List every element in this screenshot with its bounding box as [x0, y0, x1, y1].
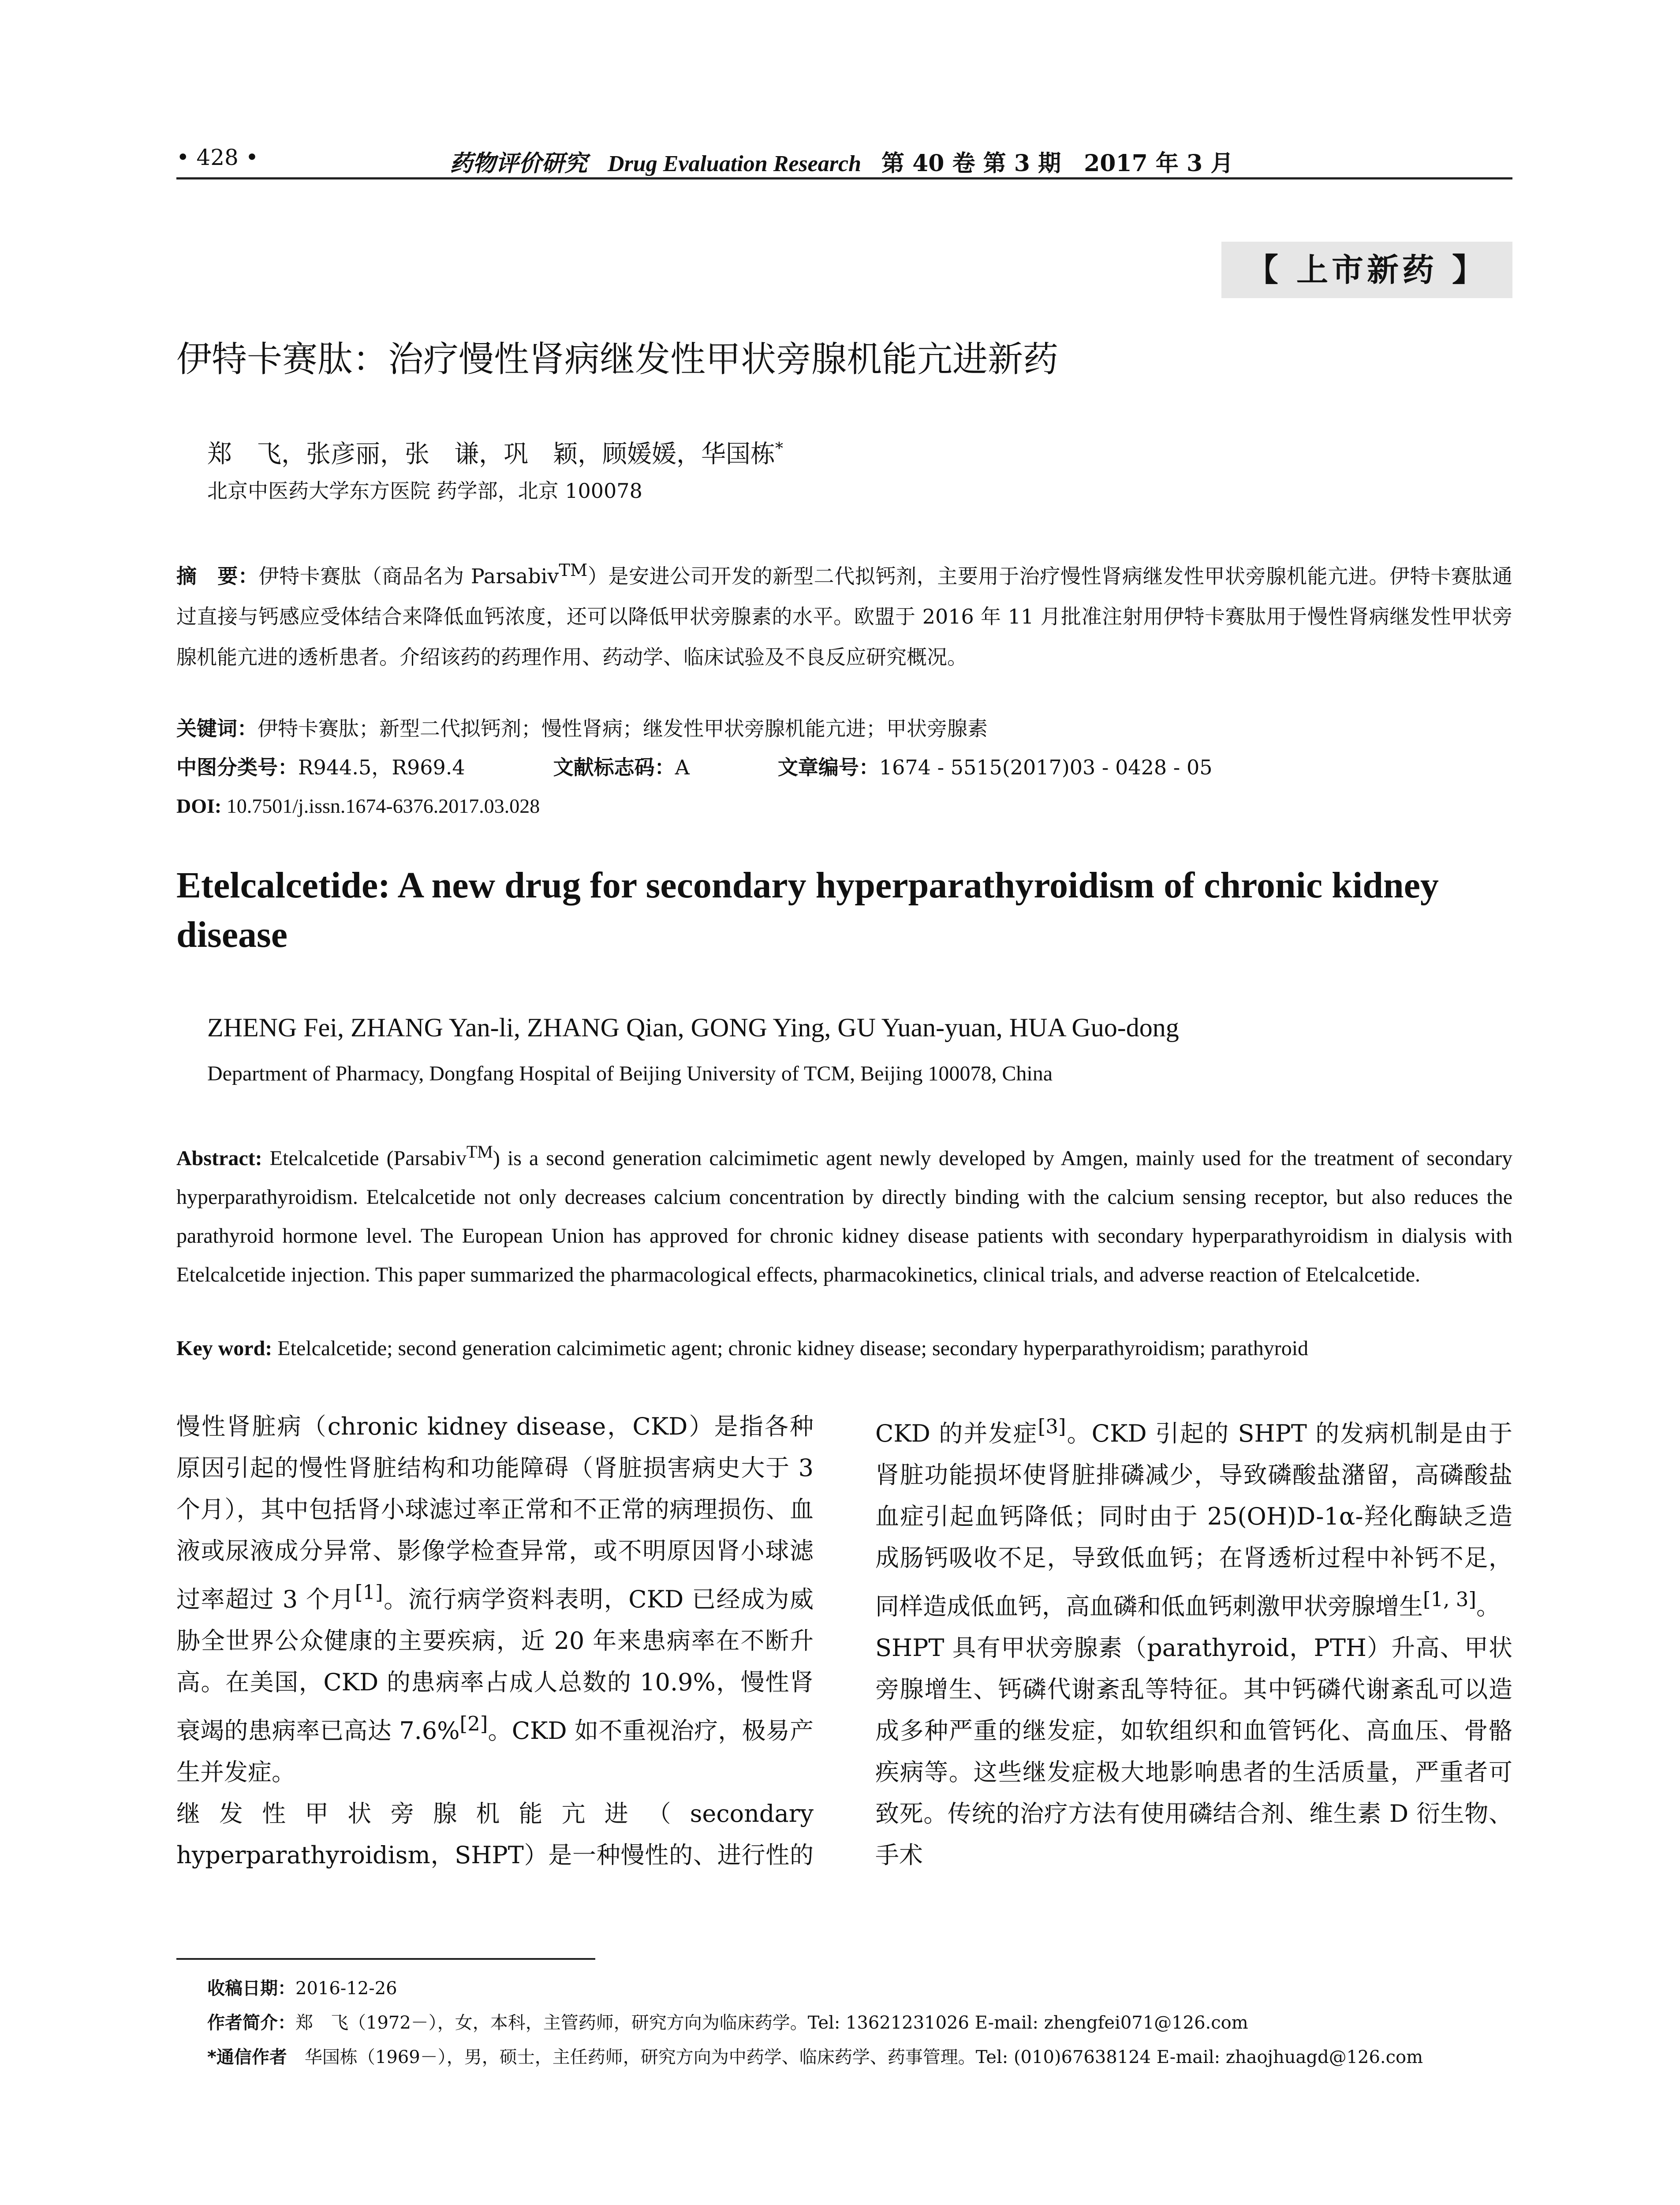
journal-date: 2017 年 3 月 [1084, 150, 1234, 177]
cn-title: 伊特卡赛肽：治疗慢性肾病继发性甲状旁腺机能亢进新药 [176, 339, 1058, 380]
footnote-corresponding [207, 2040, 1512, 2074]
trademark-sup: TM [559, 561, 588, 580]
corr-info: 华国栋（1969－），男，硕士，主任药师，研究方向为中药学、临床药学、药事管理。Tel: (010)67638124 E-mail: zhaojhuagd@126.com [287, 2047, 1423, 2067]
cn-abstract [176, 550, 1512, 677]
journal-name-en: Drug Evaluation Research [608, 151, 861, 176]
header-rule [176, 177, 1512, 179]
cn-authors [207, 431, 783, 472]
journal-line [450, 145, 1233, 178]
body-paragraph-3: SHPT 具有甲状旁腺素（parathyroid，PTH）升高、甲状旁腺增生、钙磷代谢紊乱等特征。其中钙磷代谢紊乱可以造成多种严重的继发症，如软组织和血管钙化、高血压、骨骼疾病等。这些继发症极大地影响患者的生活质量，严重者可致死。传统的治疗方法有使用磷结合剂、维生素 D 衍生物、手术 [875, 1634, 1512, 1869]
p2-text-a: 继发性甲状旁腺机能亢进（secondary hyperparathyroidism，SHPT）是一种慢性的、进行性的 CKD 的并发症 [176, 1420, 1038, 1869]
author-info: 郑 飞（1972－），女，本科，主管药师，研究方向为临床药学。Tel: 13621231026 E-mail: zhengfei071@126.com [295, 2013, 1248, 2033]
doi-line [176, 789, 540, 824]
ref-3[interactable]: [3] [1038, 1415, 1066, 1438]
en-keywords-text: Etelcalcetide; second generation calcimimetic agent; chronic kidney disease; secondary hyperparathyroidism; parathyroid [272, 1337, 1309, 1360]
cn-keywords-text: 伊特卡赛肽；新型二代拟钙剂；慢性肾病；继发性甲状旁腺机能亢进；甲状旁腺素 [258, 717, 988, 740]
journal-issue: 第 40 卷 第 3 期 [881, 150, 1061, 177]
doccode-label: 文献标志码： [553, 755, 675, 779]
footnote-received [207, 1971, 1512, 2006]
cn-abstract-text: ）是安进公司开发的新型二代拟钙剂，主要用于治疗慢性肾病继发性甲状旁腺机能亢进。伊特卡赛肽通过直接与钙感应受体结合来降低血钙浓度，还可以降低甲状旁腺素的水平。欧盟于 2016 年 11 月批准注射用伊特卡赛肽用于慢性肾病继发性甲状旁腺机能亢进的透析患者。介绍该药的药理作用、药动学、临床试验及不良反应研究概况。 [176, 564, 1513, 669]
author-label: 作者简介： [207, 2013, 295, 2033]
received-date: 2016-12-26 [295, 1978, 397, 1999]
en-affiliation: Department of Pharmacy, Dongfang Hospital of Beijing University of TCM, Beijing 100078, China [207, 1062, 1053, 1085]
received-label: 收稿日期： [207, 1978, 295, 1999]
p2-text-b: 。CKD 引起的 SHPT 的发病机制是由于肾脏功能损坏使肾脏排磷减少，导致磷酸盐潴留，高磷酸盐血症引起血钙降低；同时由于 25(OH)D-1α-羟化酶缺乏造成肠钙吸收不足，导致低血钙；在肾透析过程中补钙不足，同样造成低血钙，高血磷和低血钙刺激甲状旁腺增生 [875, 1420, 1512, 1620]
en-title: Etelcalcetide: A new drug for secondary hyperparathyroidism of chronic kidney disease [176, 865, 1439, 955]
cn-keywords-label: 关键词： [176, 717, 258, 740]
en-keywords [176, 1331, 1512, 1366]
en-keywords-label: Key word: [176, 1337, 273, 1360]
page-number: • 428 • [176, 145, 259, 170]
article-label: 文章编号： [777, 755, 879, 779]
article-value: 1674 - 5515(2017)03 - 0428 - 05 [879, 755, 1213, 779]
ref-1[interactable]: [1] [355, 1581, 383, 1604]
body-text [176, 1406, 1512, 1923]
journal-logo: 药物评价研究 [450, 150, 588, 177]
cn-abstract-label: 摘 要： [176, 564, 259, 588]
footnotes [207, 1971, 1512, 2074]
cn-author-list: 郑 飞，张彦丽，张 谦，巩 颖，顾媛媛，华国栋 [207, 440, 775, 469]
corr-label: *通信作者 [207, 2047, 287, 2067]
cn-abstract-pre: 伊特卡赛肽（商品名为 Parsabiv [258, 564, 559, 588]
en-abstract-label: Abstract: [176, 1147, 262, 1170]
footnote-rule [176, 1958, 595, 1960]
cn-affiliation: 北京中医药大学东方医院 药学部，北京 100078 [207, 479, 642, 503]
en-abstract-pre: Etelcalcetide (Parsabiv [262, 1147, 467, 1170]
doi-link[interactable]: 10.7501/j.issn.1674-6376.2017.03.028 [226, 795, 540, 817]
corresponding-mark: * [775, 440, 783, 458]
ref-1-3[interactable]: [1, 3] [1423, 1588, 1476, 1611]
ref-2[interactable]: [2] [459, 1712, 488, 1735]
running-header [176, 140, 1512, 176]
clc-value: R944.5，R969.4 [298, 755, 465, 779]
en-abstract [176, 1132, 1512, 1294]
en-trademark-sup: TM [466, 1142, 493, 1162]
body-paragraph-1 [176, 1406, 814, 1793]
en-abstract-text: ) is a second generation calcimimetic agent newly developed by Amgen, mainly used for the treatment of secondary hyperparathyroidism. Etelcalcetide not only decreases calcium concentration by directly binding with the calcium sensing receptor, but also reduces the parathyroid hormone level. The European Union has approved for chronic kidney disease patients with secondary hyperparathyroidism in dialysis with Etelcalcetide injection. This paper summarized the pharmacological effects, pharmacokinetics, clinical trials, and adverse reaction of Etelcalcetide. [176, 1147, 1512, 1286]
en-authors: ZHENG Fei, ZHANG Yan-li, ZHANG Qian, GONG Ying, GU Yuan-yuan, HUA Guo-dong [207, 1013, 1179, 1042]
doccode-value: A [675, 755, 690, 779]
doi-label: DOI: [176, 795, 227, 817]
p1-text-a: 慢性肾脏病（chronic kidney disease，CKD）是指各种原因引起的慢性肾脏结构和功能障碍（肾脏损害病史大于 3 个月），其中包括肾小球滤过率正常和不正常的病理损伤、血液或尿液成分异常、影像学检查异常，或不明原因肾小球滤过率超过 3 个月 [176, 1413, 814, 1613]
p1-text-b: 。流行病学资料表明，CKD 已经成为威胁全世界公众健康的主要疾病，近 20 年来患病率在不断升高。在美国，CKD 的患病率占成人总数的 10.9%，慢性肾衰竭的患病率已高达 7.6% [176, 1585, 814, 1745]
footnote-author [207, 2006, 1512, 2040]
classification-line [176, 750, 1212, 785]
p2-text-c: 。 [1476, 1592, 1500, 1620]
clc-label: 中图分类号： [176, 755, 298, 779]
column-tag: 【 上市新药 】 [1221, 242, 1512, 298]
cn-keywords [176, 711, 988, 746]
p1-text-c: 。CKD 如不重视治疗，极易产生并发症。 [176, 1717, 814, 1786]
